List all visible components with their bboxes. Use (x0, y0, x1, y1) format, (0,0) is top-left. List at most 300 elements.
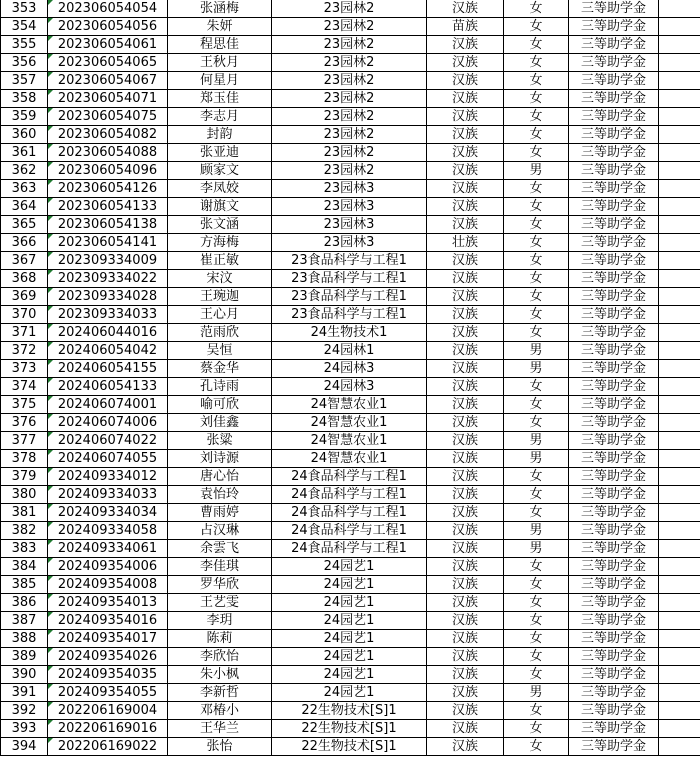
award-level-cell[interactable]: 三等助学金 (569, 342, 659, 360)
award-level-cell[interactable]: 三等助学金 (569, 144, 659, 162)
gender-cell[interactable]: 女 (504, 270, 569, 288)
student-name-cell[interactable]: 张粱 (168, 432, 272, 450)
ethnicity-cell[interactable]: 汉族 (427, 36, 504, 54)
gender-cell[interactable]: 女 (504, 144, 569, 162)
row-number-cell[interactable]: 365 (1, 216, 48, 234)
ethnicity-cell[interactable]: 汉族 (427, 180, 504, 198)
empty-cell[interactable] (659, 738, 700, 756)
class-name-cell[interactable]: 24智慧农业1 (272, 450, 427, 468)
gender-cell[interactable]: 男 (504, 360, 569, 378)
gender-cell[interactable]: 女 (504, 234, 569, 252)
student-name-cell[interactable]: 唐心怡 (168, 468, 272, 486)
empty-cell[interactable] (659, 108, 700, 126)
row-number-cell[interactable]: 373 (1, 360, 48, 378)
row-number-cell[interactable]: 371 (1, 324, 48, 342)
row-number-cell[interactable]: 361 (1, 144, 48, 162)
ethnicity-cell[interactable]: 汉族 (427, 108, 504, 126)
ethnicity-cell[interactable]: 汉族 (427, 540, 504, 558)
student-name-cell[interactable]: 李新哲 (168, 684, 272, 702)
empty-cell[interactable] (659, 306, 700, 324)
empty-cell[interactable] (659, 162, 700, 180)
ethnicity-cell[interactable]: 壮族 (427, 234, 504, 252)
empty-cell[interactable] (659, 702, 700, 720)
student-id-cell[interactable]: 202409334058 (48, 522, 168, 540)
class-name-cell[interactable]: 24园艺1 (272, 684, 427, 702)
student-name-cell[interactable]: 程思佳 (168, 36, 272, 54)
student-name-cell[interactable]: 宋汶 (168, 270, 272, 288)
class-name-cell[interactable]: 24园艺1 (272, 648, 427, 666)
empty-cell[interactable] (659, 612, 700, 630)
student-id-cell[interactable]: 202306054126 (48, 180, 168, 198)
gender-cell[interactable]: 男 (504, 540, 569, 558)
award-level-cell[interactable]: 三等助学金 (569, 18, 659, 36)
row-number-cell[interactable]: 377 (1, 432, 48, 450)
gender-cell[interactable]: 女 (504, 396, 569, 414)
student-name-cell[interactable]: 罗华欣 (168, 576, 272, 594)
table-row[interactable] (1, 180, 700, 198)
ethnicity-cell[interactable]: 汉族 (427, 342, 504, 360)
award-level-cell[interactable]: 三等助学金 (569, 54, 659, 72)
ethnicity-cell[interactable]: 汉族 (427, 288, 504, 306)
table-row[interactable] (1, 450, 700, 468)
award-level-cell[interactable]: 三等助学金 (569, 612, 659, 630)
award-level-cell[interactable]: 三等助学金 (569, 432, 659, 450)
student-name-cell[interactable]: 占汉琳 (168, 522, 272, 540)
row-number-cell[interactable]: 381 (1, 504, 48, 522)
ethnicity-cell[interactable]: 汉族 (427, 270, 504, 288)
student-name-cell[interactable]: 何星月 (168, 72, 272, 90)
row-number-cell[interactable]: 375 (1, 396, 48, 414)
ethnicity-cell[interactable]: 汉族 (427, 594, 504, 612)
row-number-cell[interactable]: 380 (1, 486, 48, 504)
row-number-cell[interactable]: 384 (1, 558, 48, 576)
award-level-cell[interactable]: 三等助学金 (569, 270, 659, 288)
ethnicity-cell[interactable]: 汉族 (427, 648, 504, 666)
student-name-cell[interactable]: 袁怡玲 (168, 486, 272, 504)
class-name-cell[interactable]: 23园林2 (272, 126, 427, 144)
row-number-cell[interactable]: 391 (1, 684, 48, 702)
student-name-cell[interactable]: 王艺雯 (168, 594, 272, 612)
gender-cell[interactable]: 女 (504, 252, 569, 270)
award-level-cell[interactable]: 三等助学金 (569, 306, 659, 324)
ethnicity-cell[interactable]: 苗族 (427, 18, 504, 36)
gender-cell[interactable]: 男 (504, 522, 569, 540)
gender-cell[interactable]: 女 (504, 558, 569, 576)
empty-cell[interactable] (659, 216, 700, 234)
row-number-cell[interactable]: 355 (1, 36, 48, 54)
student-name-cell[interactable]: 李玥 (168, 612, 272, 630)
gender-cell[interactable]: 女 (504, 720, 569, 738)
award-level-cell[interactable]: 三等助学金 (569, 396, 659, 414)
empty-cell[interactable] (659, 36, 700, 54)
row-number-cell[interactable]: 389 (1, 648, 48, 666)
award-level-cell[interactable]: 三等助学金 (569, 126, 659, 144)
student-id-cell[interactable]: 202406074055 (48, 450, 168, 468)
empty-cell[interactable] (659, 324, 700, 342)
row-number-cell[interactable]: 363 (1, 180, 48, 198)
class-name-cell[interactable]: 24园艺1 (272, 612, 427, 630)
table-row[interactable] (1, 144, 700, 162)
empty-cell[interactable] (659, 684, 700, 702)
row-number-cell[interactable]: 382 (1, 522, 48, 540)
gender-cell[interactable]: 女 (504, 648, 569, 666)
award-level-cell[interactable]: 三等助学金 (569, 630, 659, 648)
ethnicity-cell[interactable]: 汉族 (427, 432, 504, 450)
table-row[interactable] (1, 234, 700, 252)
ethnicity-cell[interactable]: 汉族 (427, 90, 504, 108)
table-row[interactable] (1, 486, 700, 504)
award-level-cell[interactable]: 三等助学金 (569, 324, 659, 342)
ethnicity-cell[interactable]: 汉族 (427, 486, 504, 504)
student-name-cell[interactable]: 刘诗源 (168, 450, 272, 468)
row-number-cell[interactable]: 357 (1, 72, 48, 90)
student-id-cell[interactable]: 202306054067 (48, 72, 168, 90)
award-level-cell[interactable]: 三等助学金 (569, 378, 659, 396)
student-name-cell[interactable]: 崔正敏 (168, 252, 272, 270)
row-number-cell[interactable]: 354 (1, 18, 48, 36)
class-name-cell[interactable]: 23食品科学与工程1 (272, 252, 427, 270)
gender-cell[interactable]: 女 (504, 198, 569, 216)
table-row[interactable] (1, 702, 700, 720)
award-level-cell[interactable]: 三等助学金 (569, 216, 659, 234)
row-number-cell[interactable]: 364 (1, 198, 48, 216)
empty-cell[interactable] (659, 432, 700, 450)
class-name-cell[interactable]: 23园林3 (272, 198, 427, 216)
table-row[interactable] (1, 468, 700, 486)
ethnicity-cell[interactable]: 汉族 (427, 630, 504, 648)
table-row[interactable] (1, 684, 700, 702)
student-name-cell[interactable]: 方海梅 (168, 234, 272, 252)
table-row[interactable] (1, 378, 700, 396)
gender-cell[interactable]: 女 (504, 378, 569, 396)
table-row[interactable] (1, 738, 700, 756)
row-number-cell[interactable]: 378 (1, 450, 48, 468)
table-row[interactable] (1, 162, 700, 180)
empty-cell[interactable] (659, 54, 700, 72)
student-id-cell[interactable]: 202406044016 (48, 324, 168, 342)
gender-cell[interactable]: 女 (504, 738, 569, 756)
student-name-cell[interactable]: 李佳琪 (168, 558, 272, 576)
class-name-cell[interactable]: 24生物技术1 (272, 324, 427, 342)
student-id-cell[interactable]: 202409334012 (48, 468, 168, 486)
student-id-cell[interactable]: 202306054096 (48, 162, 168, 180)
award-level-cell[interactable]: 三等助学金 (569, 522, 659, 540)
gender-cell[interactable]: 女 (504, 288, 569, 306)
award-level-cell[interactable]: 三等助学金 (569, 648, 659, 666)
class-name-cell[interactable]: 24园林3 (272, 378, 427, 396)
gender-cell[interactable]: 女 (504, 630, 569, 648)
student-id-cell[interactable]: 202306054138 (48, 216, 168, 234)
table-row[interactable] (1, 540, 700, 558)
ethnicity-cell[interactable]: 汉族 (427, 558, 504, 576)
table-row[interactable] (1, 720, 700, 738)
class-name-cell[interactable]: 23园林3 (272, 216, 427, 234)
student-id-cell[interactable]: 202306054133 (48, 198, 168, 216)
student-id-cell[interactable]: 202206169004 (48, 702, 168, 720)
student-id-cell[interactable]: 202406074001 (48, 396, 168, 414)
empty-cell[interactable] (659, 720, 700, 738)
student-name-cell[interactable]: 顾家文 (168, 162, 272, 180)
gender-cell[interactable]: 女 (504, 0, 569, 18)
row-number-cell[interactable]: 356 (1, 54, 48, 72)
award-level-cell[interactable]: 三等助学金 (569, 36, 659, 54)
row-number-cell[interactable]: 369 (1, 288, 48, 306)
empty-cell[interactable] (659, 414, 700, 432)
gender-cell[interactable]: 女 (504, 612, 569, 630)
row-number-cell[interactable]: 366 (1, 234, 48, 252)
empty-cell[interactable] (659, 504, 700, 522)
student-name-cell[interactable]: 孔诗雨 (168, 378, 272, 396)
table-row[interactable] (1, 216, 700, 234)
award-level-cell[interactable]: 三等助学金 (569, 108, 659, 126)
table-row[interactable] (1, 126, 700, 144)
gender-cell[interactable]: 女 (504, 504, 569, 522)
gender-cell[interactable]: 女 (504, 576, 569, 594)
ethnicity-cell[interactable]: 汉族 (427, 684, 504, 702)
gender-cell[interactable]: 男 (504, 432, 569, 450)
ethnicity-cell[interactable]: 汉族 (427, 468, 504, 486)
ethnicity-cell[interactable]: 汉族 (427, 216, 504, 234)
class-name-cell[interactable]: 24智慧农业1 (272, 432, 427, 450)
student-id-cell[interactable]: 202409334061 (48, 540, 168, 558)
award-level-cell[interactable]: 三等助学金 (569, 594, 659, 612)
student-name-cell[interactable]: 郑玉佳 (168, 90, 272, 108)
student-id-cell[interactable]: 202406074022 (48, 432, 168, 450)
student-id-cell[interactable]: 202309334022 (48, 270, 168, 288)
class-name-cell[interactable]: 24园艺1 (272, 666, 427, 684)
ethnicity-cell[interactable]: 汉族 (427, 396, 504, 414)
table-row[interactable] (1, 288, 700, 306)
award-level-cell[interactable]: 三等助学金 (569, 180, 659, 198)
award-level-cell[interactable]: 三等助学金 (569, 162, 659, 180)
award-level-cell[interactable]: 三等助学金 (569, 504, 659, 522)
class-name-cell[interactable]: 23园林2 (272, 144, 427, 162)
student-name-cell[interactable]: 王华兰 (168, 720, 272, 738)
class-name-cell[interactable]: 24园艺1 (272, 630, 427, 648)
class-name-cell[interactable]: 23园林2 (272, 36, 427, 54)
row-number-cell[interactable]: 383 (1, 540, 48, 558)
empty-cell[interactable] (659, 126, 700, 144)
table-row[interactable] (1, 594, 700, 612)
student-name-cell[interactable]: 余雲飞 (168, 540, 272, 558)
ethnicity-cell[interactable]: 汉族 (427, 414, 504, 432)
gender-cell[interactable]: 女 (504, 468, 569, 486)
table-row[interactable] (1, 0, 700, 18)
empty-cell[interactable] (659, 666, 700, 684)
row-number-cell[interactable]: 362 (1, 162, 48, 180)
student-id-cell[interactable]: 202206169016 (48, 720, 168, 738)
student-name-cell[interactable]: 范雨欣 (168, 324, 272, 342)
award-level-cell[interactable]: 三等助学金 (569, 666, 659, 684)
award-level-cell[interactable]: 三等助学金 (569, 198, 659, 216)
gender-cell[interactable]: 女 (504, 414, 569, 432)
student-name-cell[interactable]: 李志月 (168, 108, 272, 126)
ethnicity-cell[interactable]: 汉族 (427, 450, 504, 468)
table-row[interactable] (1, 612, 700, 630)
student-name-cell[interactable]: 张文涵 (168, 216, 272, 234)
table-row[interactable] (1, 270, 700, 288)
gender-cell[interactable]: 女 (504, 486, 569, 504)
empty-cell[interactable] (659, 630, 700, 648)
award-level-cell[interactable]: 三等助学金 (569, 738, 659, 756)
student-name-cell[interactable]: 蔡金华 (168, 360, 272, 378)
empty-cell[interactable] (659, 486, 700, 504)
student-id-cell[interactable]: 202306054082 (48, 126, 168, 144)
student-name-cell[interactable]: 封韵 (168, 126, 272, 144)
class-name-cell[interactable]: 23园林2 (272, 54, 427, 72)
table-row[interactable] (1, 324, 700, 342)
table-row[interactable] (1, 630, 700, 648)
class-name-cell[interactable]: 24食品科学与工程1 (272, 504, 427, 522)
class-name-cell[interactable]: 23园林2 (272, 108, 427, 126)
ethnicity-cell[interactable]: 汉族 (427, 54, 504, 72)
empty-cell[interactable] (659, 144, 700, 162)
gender-cell[interactable]: 女 (504, 36, 569, 54)
table-row[interactable] (1, 198, 700, 216)
student-name-cell[interactable]: 刘佳鑫 (168, 414, 272, 432)
ethnicity-cell[interactable]: 汉族 (427, 504, 504, 522)
table-row[interactable] (1, 558, 700, 576)
class-name-cell[interactable]: 23园林2 (272, 0, 427, 18)
student-name-cell[interactable]: 吴恒 (168, 342, 272, 360)
student-id-cell[interactable]: 202309334028 (48, 288, 168, 306)
class-name-cell[interactable]: 24园林1 (272, 342, 427, 360)
empty-cell[interactable] (659, 0, 700, 18)
empty-cell[interactable] (659, 540, 700, 558)
award-level-cell[interactable]: 三等助学金 (569, 90, 659, 108)
class-name-cell[interactable]: 23食品科学与工程1 (272, 306, 427, 324)
table-row[interactable] (1, 342, 700, 360)
class-name-cell[interactable]: 23食品科学与工程1 (272, 288, 427, 306)
ethnicity-cell[interactable]: 汉族 (427, 324, 504, 342)
gender-cell[interactable]: 女 (504, 108, 569, 126)
table-row[interactable] (1, 54, 700, 72)
student-id-cell[interactable]: 202409354008 (48, 576, 168, 594)
student-name-cell[interactable]: 张涵梅 (168, 0, 272, 18)
gender-cell[interactable]: 女 (504, 54, 569, 72)
row-number-cell[interactable]: 376 (1, 414, 48, 432)
class-name-cell[interactable]: 24园艺1 (272, 558, 427, 576)
gender-cell[interactable]: 女 (504, 90, 569, 108)
student-id-cell[interactable]: 202306054088 (48, 144, 168, 162)
empty-cell[interactable] (659, 594, 700, 612)
student-id-cell[interactable]: 202409334034 (48, 504, 168, 522)
ethnicity-cell[interactable]: 汉族 (427, 306, 504, 324)
row-number-cell[interactable]: 359 (1, 108, 48, 126)
gender-cell[interactable]: 男 (504, 684, 569, 702)
row-number-cell[interactable]: 388 (1, 630, 48, 648)
class-name-cell[interactable]: 23园林2 (272, 162, 427, 180)
student-name-cell[interactable]: 朱小枫 (168, 666, 272, 684)
table-row[interactable] (1, 36, 700, 54)
class-name-cell[interactable]: 24食品科学与工程1 (272, 468, 427, 486)
empty-cell[interactable] (659, 378, 700, 396)
table-row[interactable] (1, 252, 700, 270)
student-id-cell[interactable]: 202306054141 (48, 234, 168, 252)
row-number-cell[interactable]: 360 (1, 126, 48, 144)
empty-cell[interactable] (659, 558, 700, 576)
ethnicity-cell[interactable]: 汉族 (427, 252, 504, 270)
row-number-cell[interactable]: 390 (1, 666, 48, 684)
empty-cell[interactable] (659, 576, 700, 594)
ethnicity-cell[interactable]: 汉族 (427, 378, 504, 396)
gender-cell[interactable]: 女 (504, 72, 569, 90)
table-row[interactable] (1, 72, 700, 90)
empty-cell[interactable] (659, 18, 700, 36)
table-row[interactable] (1, 666, 700, 684)
class-name-cell[interactable]: 24智慧农业1 (272, 396, 427, 414)
student-name-cell[interactable]: 张怡 (168, 738, 272, 756)
table-row[interactable] (1, 504, 700, 522)
ethnicity-cell[interactable]: 汉族 (427, 144, 504, 162)
row-number-cell[interactable]: 386 (1, 594, 48, 612)
row-number-cell[interactable]: 372 (1, 342, 48, 360)
class-name-cell[interactable]: 24园艺1 (272, 576, 427, 594)
row-number-cell[interactable]: 379 (1, 468, 48, 486)
row-number-cell[interactable]: 374 (1, 378, 48, 396)
student-id-cell[interactable]: 202406054155 (48, 360, 168, 378)
award-level-cell[interactable]: 三等助学金 (569, 720, 659, 738)
ethnicity-cell[interactable]: 汉族 (427, 666, 504, 684)
gender-cell[interactable]: 男 (504, 342, 569, 360)
table-row[interactable] (1, 360, 700, 378)
table-row[interactable] (1, 522, 700, 540)
student-name-cell[interactable]: 李凤姣 (168, 180, 272, 198)
student-id-cell[interactable]: 202306054071 (48, 90, 168, 108)
row-number-cell[interactable]: 367 (1, 252, 48, 270)
class-name-cell[interactable]: 24食品科学与工程1 (272, 540, 427, 558)
student-name-cell[interactable]: 王心月 (168, 306, 272, 324)
student-id-cell[interactable]: 202206169022 (48, 738, 168, 756)
empty-cell[interactable] (659, 72, 700, 90)
student-id-cell[interactable]: 202409354006 (48, 558, 168, 576)
table-row[interactable] (1, 432, 700, 450)
class-name-cell[interactable]: 23园林3 (272, 180, 427, 198)
gender-cell[interactable]: 男 (504, 450, 569, 468)
student-id-cell[interactable]: 202409354013 (48, 594, 168, 612)
gender-cell[interactable]: 女 (504, 594, 569, 612)
row-number-cell[interactable]: 393 (1, 720, 48, 738)
ethnicity-cell[interactable]: 汉族 (427, 612, 504, 630)
ethnicity-cell[interactable]: 汉族 (427, 738, 504, 756)
award-level-cell[interactable]: 三等助学金 (569, 72, 659, 90)
award-level-cell[interactable]: 三等助学金 (569, 414, 659, 432)
empty-cell[interactable] (659, 234, 700, 252)
class-name-cell[interactable]: 24食品科学与工程1 (272, 486, 427, 504)
award-level-cell[interactable]: 三等助学金 (569, 360, 659, 378)
empty-cell[interactable] (659, 90, 700, 108)
table-row[interactable] (1, 648, 700, 666)
table-row[interactable] (1, 414, 700, 432)
row-number-cell[interactable]: 387 (1, 612, 48, 630)
student-name-cell[interactable]: 朱妍 (168, 18, 272, 36)
student-id-cell[interactable]: 202306054075 (48, 108, 168, 126)
class-name-cell[interactable]: 23园林2 (272, 72, 427, 90)
student-name-cell[interactable]: 王琬迦 (168, 288, 272, 306)
student-name-cell[interactable]: 陈莉 (168, 630, 272, 648)
ethnicity-cell[interactable]: 汉族 (427, 198, 504, 216)
student-id-cell[interactable]: 202309334033 (48, 306, 168, 324)
row-number-cell[interactable]: 370 (1, 306, 48, 324)
student-id-cell[interactable]: 202409354026 (48, 648, 168, 666)
ethnicity-cell[interactable]: 汉族 (427, 720, 504, 738)
student-id-cell[interactable]: 202409354017 (48, 630, 168, 648)
student-name-cell[interactable]: 邓椿小 (168, 702, 272, 720)
award-level-cell[interactable]: 三等助学金 (569, 288, 659, 306)
class-name-cell[interactable]: 23园林2 (272, 18, 427, 36)
table-row[interactable] (1, 306, 700, 324)
gender-cell[interactable]: 女 (504, 216, 569, 234)
